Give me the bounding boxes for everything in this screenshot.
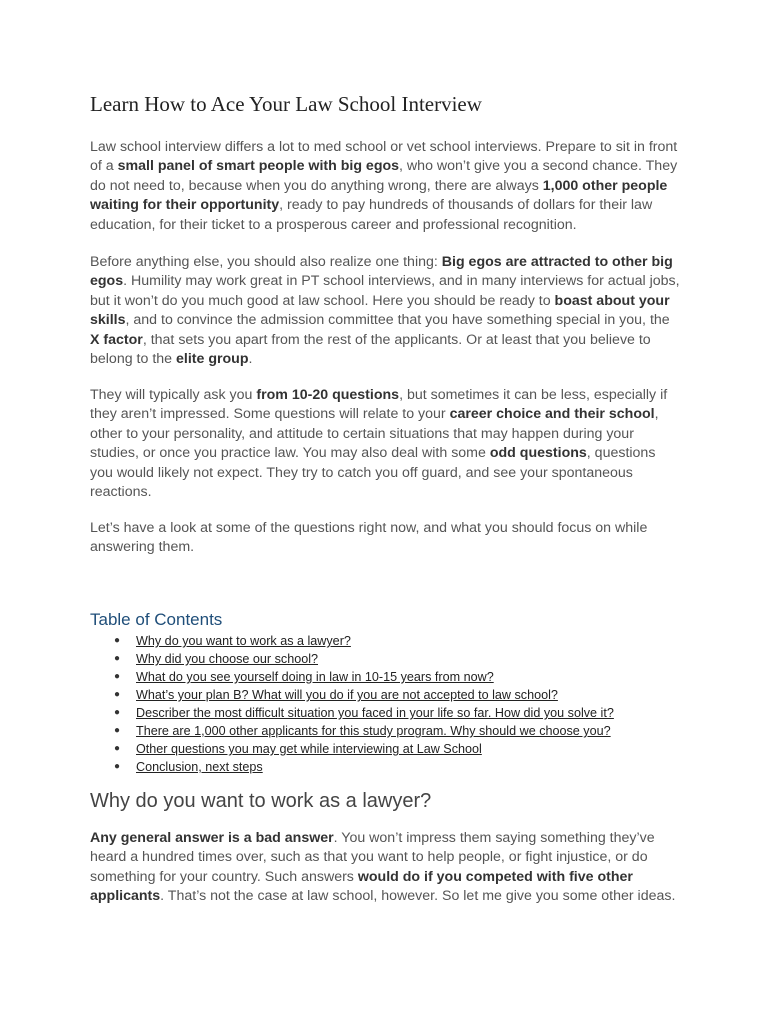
intro-paragraph-1: Law school interview differs a lot to med school or vet school interviews. Prepare to sit in front of a small panel of smart people with big egos, who won’t give you a second chance. They do not need to, because when you do anything wrong, there are always 1,000 other people waiting for their opportunity, ready to pay hundreds of thousands of dollars for their law education, for their ticket to a prosperous career and professional recognition.	[90, 139, 678, 233]
bold-phrase: elite group	[175, 351, 249, 368]
toc-item	[90, 632, 680, 650]
bullet-icon: ●	[114, 689, 121, 700]
bullet-icon: ●	[114, 743, 121, 754]
toc-item	[90, 722, 680, 740]
intro-paragraph-2: Before anything else, you should also realize one thing: Big egos are attracted to other big egos. Humility may work great in PT school interviews, and in many interviews for actual jobs, but it won’t do you much good at law school. Here you should be ready to boast about your skills, and to convince the admission committee that you have something special in you, the X factor, that sets you apart from the rest of the applicants. Or at least that you believe to belong to the elite group.	[90, 254, 680, 368]
intro-paragraph-4: Let’s have a look at some of the questions right now, and what you should focus on while answering them.	[90, 520, 648, 556]
bold-phrase: boast about your skills	[90, 292, 670, 329]
toc-link-why-lawyer[interactable]: Why do you want to work as a lawyer?	[136, 634, 351, 648]
bullet-icon: ●	[114, 725, 121, 736]
bullet-icon: ●	[114, 635, 121, 646]
toc-item	[90, 650, 680, 668]
toc-link-why-choose-you[interactable]: There are 1,000 other applicants for this study program. Why should we choose you?	[136, 724, 611, 738]
toc-link-plan-b[interactable]: What’s your plan B? What will you do if you are not accepted to law school?	[136, 688, 558, 702]
toc-heading: Table of Contents	[90, 610, 223, 629]
toc-item	[90, 668, 680, 686]
toc-link-difficult-situation[interactable]: Describer the most difficult situation you faced in your life so far. How did you solve it?	[136, 706, 614, 720]
toc-item	[90, 704, 680, 722]
document-title: Learn How to Ace Your Law School Interview	[90, 92, 482, 116]
toc-list	[90, 632, 680, 776]
bold-phrase: 1,000 other people waiting for their opportunity	[90, 177, 668, 214]
bold-phrase: Big egos are attracted to other big egos	[90, 254, 673, 290]
toc-link-conclusion[interactable]: Conclusion, next steps	[136, 760, 263, 774]
toc-item	[90, 758, 680, 776]
bullet-icon: ●	[114, 707, 121, 718]
bullet-icon: ●	[114, 671, 121, 682]
section-heading: Why do you want to work as a lawyer?	[90, 790, 432, 812]
toc-link-other-questions[interactable]: Other questions you may get while interviewing at Law School	[136, 742, 482, 756]
bold-phrase: from 10-20 questions	[256, 387, 400, 403]
bold-phrase: would do if you competed with five other applicants	[90, 868, 633, 905]
toc-link-future[interactable]: What do you see yourself doing in law in 10-15 years from now?	[136, 670, 494, 684]
toc-item	[90, 686, 680, 704]
intro-paragraph-3: They will typically ask you from 10-20 questions, but sometimes it can be less, especially if they aren’t impressed. Some questions will relate to your career choice and their school, other to your personality, and attitude to certain situations that may happen during your studies, or once you practice law. You may also deal with some odd questions, questions you would likely not expect. They try to catch you off guard, and see your spontaneous reactions.	[90, 387, 668, 501]
toc-item	[90, 740, 680, 758]
bold-phrase: odd questions	[489, 445, 587, 462]
toc-link-why-school[interactable]: Why did you choose our school?	[136, 652, 319, 666]
bold-phrase: career choice and their school	[449, 406, 655, 423]
section-paragraph: Any general answer is a bad answer. You won’t impress them saying something they’ve heard a hundred times over, such as that you want to help people, or fight injustice, or do something for your country. Such answers would do if you competed with five other applicants. That’s not the case at law school, however. So let me give you some other ideas.	[90, 830, 676, 905]
bold-phrase: X factor	[90, 331, 143, 348]
bold-phrase: Any general answer is a bad answer	[90, 830, 334, 846]
bullet-icon: ●	[114, 653, 121, 664]
bold-phrase: small panel of smart people with big egos	[117, 158, 400, 175]
bullet-icon: ●	[114, 761, 121, 772]
